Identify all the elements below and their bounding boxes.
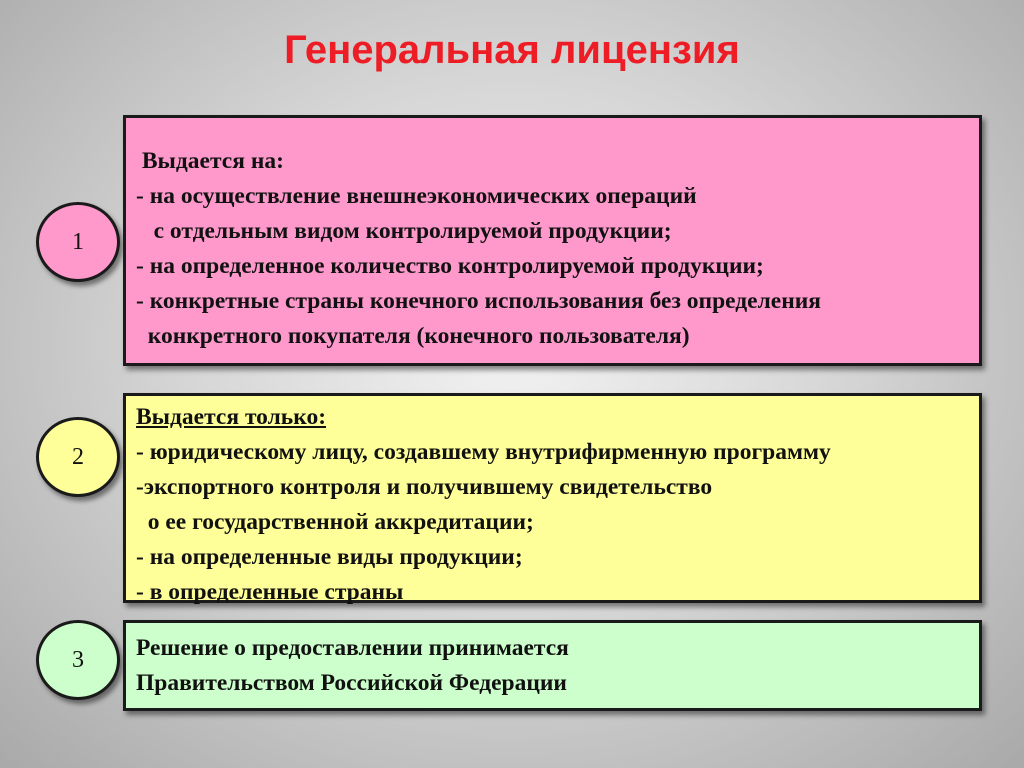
item-1-heading: Выдается на: xyxy=(136,148,284,174)
item-2-heading-text: Выдается только: xyxy=(136,404,327,430)
item-2-line: - на определенные виды продукции; xyxy=(136,544,523,570)
item-number-3: 3 xyxy=(36,620,120,700)
item-number-2: 2 xyxy=(36,417,120,497)
item-box-1 xyxy=(123,115,982,366)
item-2-line: -экспортного контроля и получившему свидетельство xyxy=(136,474,713,500)
item-2-line: - в определенные страны xyxy=(136,579,404,605)
item-box-2 xyxy=(123,393,982,603)
item-2-line: - юридическому лицу, создавшему внутрифирменную программу xyxy=(136,439,831,465)
item-3-line: Решение о предоставлении принимается xyxy=(136,635,569,661)
item-1-line: конкретного покупателя (конечного пользователя) xyxy=(136,323,690,349)
slide-title: Генеральная лицензия xyxy=(284,28,740,72)
item-1-line: - на определенное количество контролируемой продукции; xyxy=(136,253,764,279)
item-3-line: Правительством Российской Федерации xyxy=(136,670,567,696)
item-box-3 xyxy=(123,620,982,711)
item-1-line: с отдельным видом контролируемой продукции; xyxy=(136,218,672,244)
item-2-heading xyxy=(136,400,979,435)
item-1-line: - на осуществление внешнеэкономических операций xyxy=(136,183,697,209)
item-number-1: 1 xyxy=(36,202,120,282)
item-1-line: - конкретные страны конечного использования без определения xyxy=(136,288,821,314)
item-2-line: о ее государственной аккредитации; xyxy=(136,509,534,535)
